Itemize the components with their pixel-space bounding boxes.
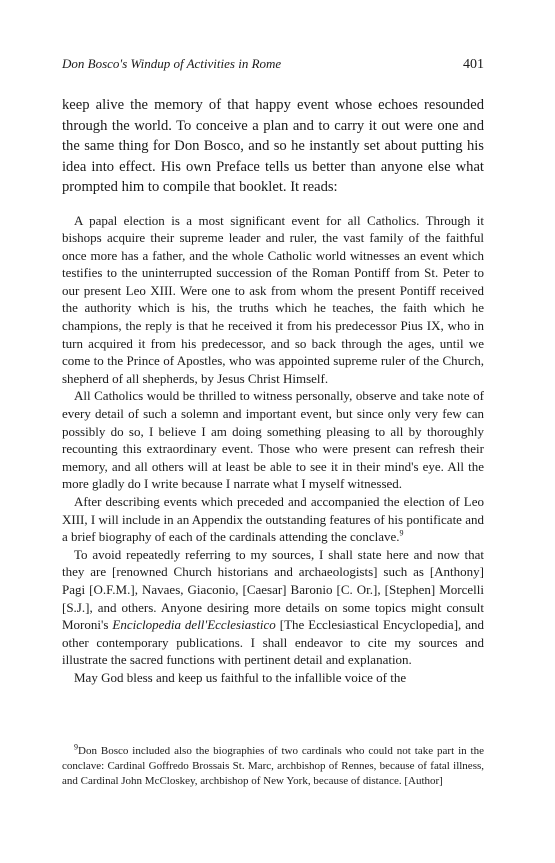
quote-paragraph-4-text-a: To avoid repeatedly referring to my sources, I shall state here and now that they are [renowned Church historians and archaeologists] such as [Anthony] Pagi [O.F.M.], Navaes, Giaconio, [Caesar] Baronio [C. Or.], [Stephen] Morcelli [S.J.], and others. Anyone desiring more details on some topics might consult Moroni's [62,546,484,633]
quote-paragraph-4 [62,546,484,669]
intro-paragraph: keep alive the memory of that happy event whose echoes resounded through the world. To conceive a plan and to carry it out were one and the same thing for Don Bosco, and so he instantly set about putting his idea into effect. His own Preface tells us better than anyone else what prompted him to compile that booklet. It reads: [62,97,484,195]
quote-paragraph-2: All Catholics would be thrilled to witness personally, observe and take note of every detail of such a solemn and important event, but since only very few can possibly do so, I believe I am doing something pleasing to all by thoroughly recounting this extraordinary event. Those who were present can refresh their memory, and all others will at least be able to see it in their mind's eye. All the more gladly do I write because I narrate what I myself witnessed. [62,388,484,492]
footnote-paragraph [62,744,484,789]
page-number: 401 [463,57,484,72]
book-title-italic: Enciclopedia dell'Ecclesiastico [112,617,276,633]
quote-paragraph-5: May God bless and keep us faithful to the infallible voice of the [74,669,407,685]
footnote-mark: 9 [74,742,78,752]
running-title: Don Bosco's Windup of Activities in Rome [62,56,282,71]
page-body [62,56,484,687]
footnote-reference: 9 [399,528,404,538]
footnote-text: Don Bosco included also the biographies of two cardinals who could not take part in the conclave: Cardinal Goffredo Brossais St. Marc, archbishop of Rennes, because of fatal illness, and Cardinal John McCloskey, archbishop of New York, because of distance. [Author] [62,745,484,787]
quote-paragraph-1: A papal election is a most significant event for all Catholics. Through it bishops acquire their supreme leader and ruler, the vast family of the faithful once more has a father, and the whole Catholic world witnesses an event which testifies to the uninterrupted succession of the Roman Pontiff from St. Peter to our present Leo XIII. Were one to ask from whom the present Pontiff received the authority which is his, the truths which he teaches, the faith which he champions, the reply is that he received it from his predecessor Pius IX, who in turn acquired it from his predecessor, and so back through the ages, until we come to the Prince of Apostles, who was appointed supreme ruler of the Church, shepherd of all shepherds, by Jesus Christ Himself. [62,212,484,386]
quote-paragraph-3-text: After describing events which preceded and accompanied the election of Leo XIII, I will include in an Appendix the outstanding features of his pontificate and a brief biography of each of the cardinals attending the conclave. [62,494,484,545]
block-quote [62,212,484,687]
footnote [62,744,484,789]
quote-paragraph-3 [62,493,484,546]
running-head [62,56,484,73]
quote-paragraph-4-text-b: [The Ecclesiastical Encyclopedia], and other contemporary publications. I shall endeavor to cite my sources and illustrate the sacred functions with pertinent detail and explanation. [62,617,485,668]
